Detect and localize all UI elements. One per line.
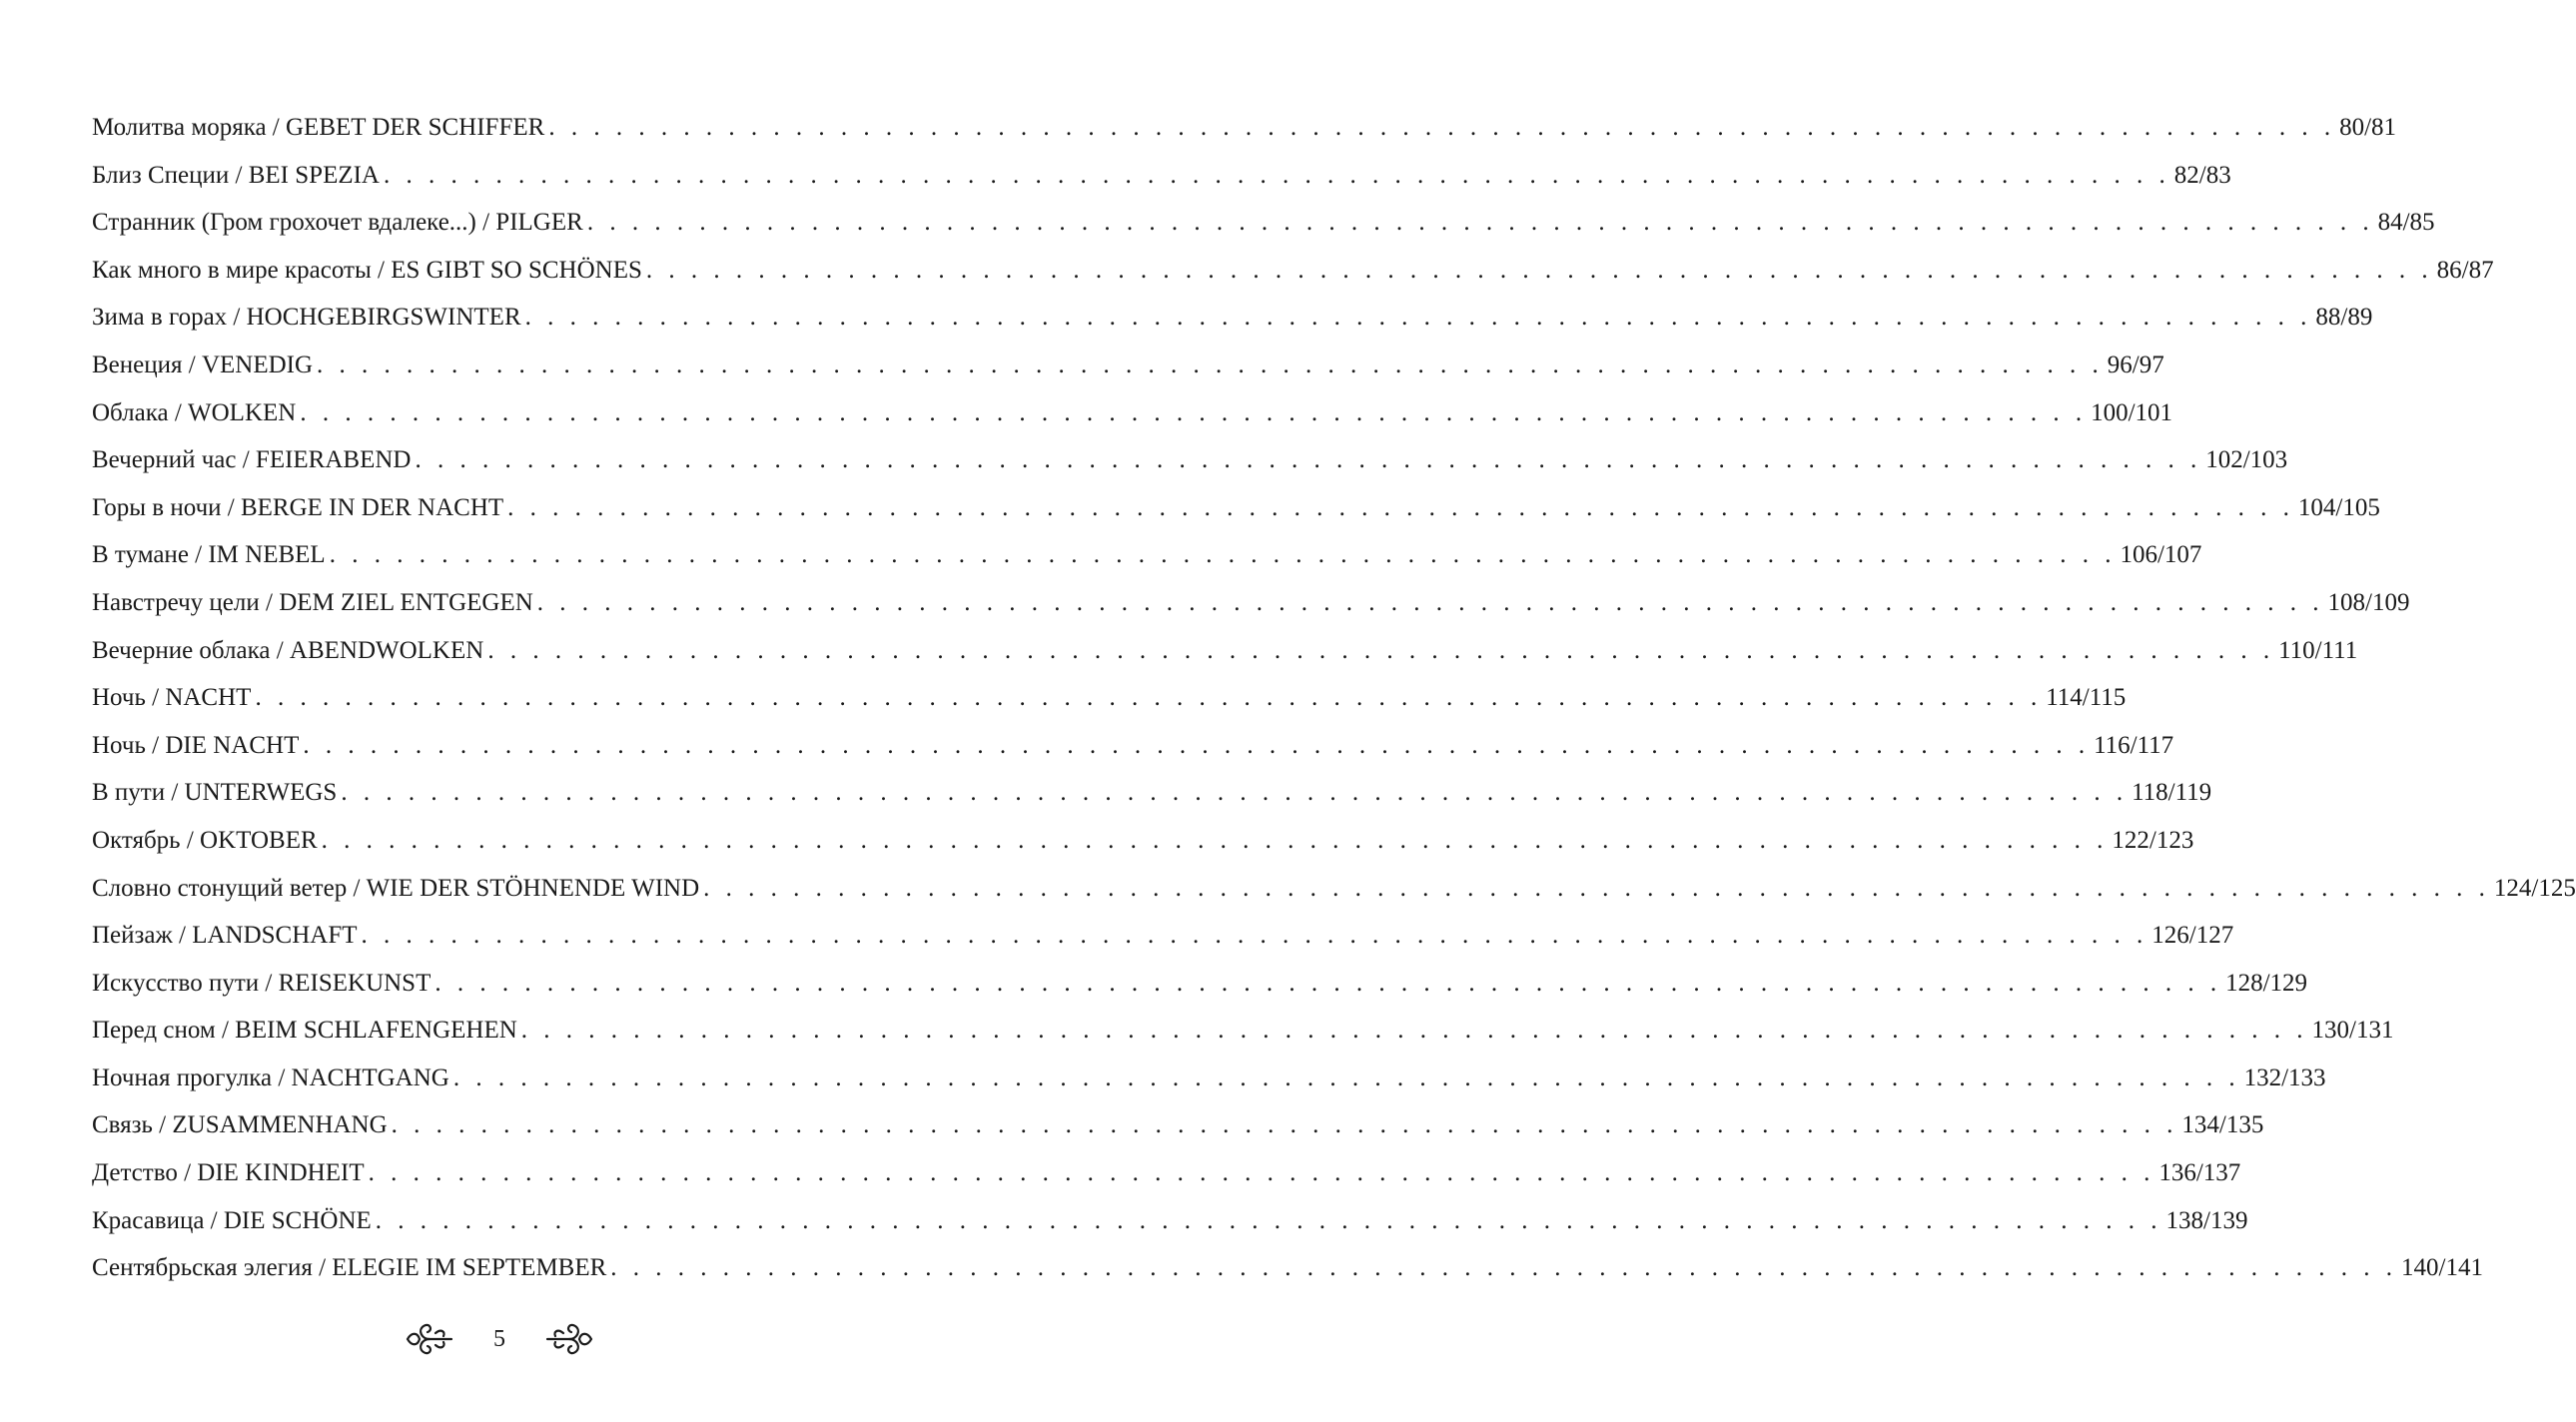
toc-entry (92, 104, 2397, 152)
toc-entry-pages: 104/105 (2297, 493, 2380, 521)
toc-entry (92, 722, 2174, 770)
toc-entry-title: Зима в горах / HOCHGEBIRGSWINTER (92, 304, 521, 332)
toc-entry-pages: 134/135 (2181, 1111, 2264, 1139)
toc-entry (92, 484, 2380, 532)
toc-entry (92, 817, 2194, 865)
dot-leader: . . . . . . . . . . . . . . . . . . . . . . . . . . . . . . . . . . . . . . . . . . . . . . . . . . . . . . . . . . . . . . . . . . . . . . . . . . . . . . . . (329, 541, 2117, 569)
toc-entry-pages: 122/123 (2112, 826, 2194, 854)
toc-entry-title: Молитва моряка / GEBET DER SCHIFFER (92, 114, 545, 141)
toc-entry-pages: 86/87 (2436, 256, 2494, 284)
toc-entry-title: В пути / UNTERWEGS (92, 779, 338, 807)
dot-leader: . . . . . . . . . . . . . . . . . . . . . . . . . . . . . . . . . . . . . . . . . . . . . . . . . . . . . . . . . . . . . . . . . . . . . . . . . . . . . . . . (586, 209, 2374, 237)
toc-entry-pages: 102/103 (2205, 446, 2288, 474)
toc-entry (92, 1101, 2264, 1149)
toc-entry-title: Сентябрьская элегия / ELEGIE IM SEPTEMBER (92, 1254, 607, 1282)
toc-entry (92, 627, 2358, 675)
toc-entry-pages: 96/97 (2107, 351, 2164, 378)
flourish-ornament-icon (400, 1316, 459, 1362)
page-footer (0, 1316, 999, 1362)
toc-entry (92, 1197, 2248, 1245)
toc-entry (92, 769, 2212, 817)
dot-leader: . . . . . . . . . . . . . . . . . . . . . . . . . . . . . . . . . . . . . . . . . . . . . . . . . . . . . . . . . . . . . . . . . . . . . . . . . . . . . . . . (303, 731, 2091, 759)
toc-entry (92, 865, 2576, 913)
flourish-ornament-icon (539, 1316, 599, 1362)
toc-entry-pages: 108/109 (2327, 588, 2410, 616)
toc-entry-title: Красавица / DIE SCHÖNE (92, 1206, 372, 1234)
toc-entry-pages: 82/83 (2173, 161, 2231, 189)
toc-entry-title: Перед сном / BEIM SCHLAFENGEHEN (92, 1017, 517, 1045)
page-number: 5 (493, 1325, 505, 1352)
dot-leader: . . . . . . . . . . . . . . . . . . . . . . . . . . . . . . . . . . . . . . . . . . . . . . . . . . . . . . . . . . . . . . . . . . . . . . . . . . . . . . . . (434, 969, 2222, 997)
toc-entry-title: Близ Специи / BEI SPEZIA (92, 161, 380, 189)
toc-entry-title: Октябрь / OKTOBER (92, 826, 318, 854)
toc-entry-title: Облака / WOLKEN (92, 398, 297, 426)
toc-entry-pages: 114/115 (2046, 684, 2127, 712)
dot-leader: . . . . . . . . . . . . . . . . . . . . . . . . . . . . . . . . . . . . . . . . . . . . . . . . . . . . . . . . . . . . . . . . . . . . . . . . . . . . . . . . (375, 1206, 2162, 1234)
toc-entry (92, 389, 2173, 437)
dot-leader: . . . . . . . . . . . . . . . . . . . . . . . . . . . . . . . . . . . . . . . . . . . . . . . . . . . . . . . . . . . . . . . . . . . . . . . . . . . . . . . . (255, 684, 2043, 712)
toc-entry-title: В тумане / IM NEBEL (92, 541, 326, 569)
toc-entry-pages: 84/85 (2377, 209, 2435, 237)
toc-entry (92, 342, 2164, 389)
table-of-contents (92, 104, 2576, 1292)
dot-leader: . . . . . . . . . . . . . . . . . . . . . . . . . . . . . . . . . . . . . . . . . . . . . . . . . . . . . . . . . . . . . . . . . . . . . . . . . . . . . . . . (610, 1254, 2398, 1282)
toc-entry-pages: 132/133 (2243, 1064, 2326, 1091)
dot-leader: . . . . . . . . . . . . . . . . . . . . . . . . . . . . . . . . . . . . . . . . . . . . . . . . . . . . . . . . . . . . . . . . . . . . . . . . . . . . . . . . (536, 588, 2324, 616)
toc-entry-title: Вечерний час / FEIERABEND (92, 446, 412, 474)
toc-entry-pages: 126/127 (2151, 922, 2234, 950)
toc-entry-pages: 118/119 (2132, 779, 2212, 807)
toc-entry (92, 1055, 2326, 1102)
toc-entry-title: Как много в мире красоты / ES GIBT SO SCHÖNES (92, 256, 642, 284)
dot-leader: . . . . . . . . . . . . . . . . . . . . . . . . . . . . . . . . . . . . . . . . . . . . . . . . . . . . . . . . . . . . . . . . . . . . . . . . . . . . . . . . (361, 922, 2148, 950)
toc-entry-pages: 80/81 (2339, 114, 2397, 141)
dot-leader: . . . . . . . . . . . . . . . . . . . . . . . . . . . . . . . . . . . . . . . . . . . . . . . . . . . . . . . . . . . . . . . . . . . . . . . . . . . . . . . . (645, 256, 2433, 284)
toc-entry-pages: 128/129 (2225, 969, 2308, 997)
toc-entry-pages: 116/117 (2094, 731, 2174, 759)
toc-entry-pages: 110/111 (2278, 636, 2358, 664)
dot-leader: . . . . . . . . . . . . . . . . . . . . . . . . . . . . . . . . . . . . . . . . . . . . . . . . . . . . . . . . . . . . . . . . . . . . . . . . . . . . . . . . (415, 446, 2202, 474)
dot-leader: . . . . . . . . . . . . . . . . . . . . . . . . . . . . . . . . . . . . . . . . . . . . . . . . . . . . . . . . . . . . . . . . . . . . . . . . . . . . . . . . (507, 493, 2294, 521)
dot-leader: . . . . . . . . . . . . . . . . . . . . . . . . . . . . . . . . . . . . . . . . . . . . . . . . . . . . . . . . . . . . . . . . . . . . . . . . . . . . . . . . (524, 304, 2312, 332)
toc-entry-pages: 124/125 (2493, 874, 2576, 902)
toc-entry (92, 1007, 2394, 1055)
dot-leader: . . . . . . . . . . . . . . . . . . . . . . . . . . . . . . . . . . . . . . . . . . . . . . . . . . . . . . . . . . . . . . . . . . . . . . . . . . . . . . . . (384, 161, 2170, 189)
dot-leader: . . . . . . . . . . . . . . . . . . . . . . . . . . . . . . . . . . . . . . . . . . . . . . . . . . . . . . . . . . . . . . . . . . . . . . . . . . . . . . . . (487, 636, 2275, 664)
dot-leader: . . . . . . . . . . . . . . . . . . . . . . . . . . . . . . . . . . . . . . . . . . . . . . . . . . . . . . . . . . . . . . . . . . . . . . . . . . . . . . . . (341, 779, 2129, 807)
toc-entry-title: Горы в ночи / BERGE IN DER NACHT (92, 493, 504, 521)
toc-entry-pages: 106/107 (2120, 541, 2202, 569)
toc-entry-title: Вечерние облака / ABENDWOLKEN (92, 636, 484, 664)
toc-entry-title: Связь / ZUSAMMENHANG (92, 1111, 388, 1139)
toc-entry (92, 1149, 2241, 1197)
dot-leader: . . . . . . . . . . . . . . . . . . . . . . . . . . . . . . . . . . . . . . . . . . . . . . . . . . . . . . . . . . . . . . . . . . . . . . . . . . . . . . . . (548, 114, 2336, 141)
toc-entry (92, 912, 2234, 960)
toc-entry (92, 1244, 2483, 1292)
toc-entry-pages: 100/101 (2091, 398, 2173, 426)
toc-entry (92, 674, 2127, 722)
toc-entry (92, 960, 2308, 1008)
toc-entry (92, 199, 2435, 247)
dot-leader: . . . . . . . . . . . . . . . . . . . . . . . . . . . . . . . . . . . . . . . . . . . . . . . . . . . . . . . . . . . . . . . . . . . . . . . . . . . . . . . . (321, 826, 2109, 854)
toc-entry (92, 579, 2410, 627)
toc-entry-title: Странник (Гром грохочет вдалеке...) / PILGER (92, 209, 583, 237)
dot-leader: . . . . . . . . . . . . . . . . . . . . . . . . . . . . . . . . . . . . . . . . . . . . . . . . . . . . . . . . . . . . . . . . . . . . . . . . . . . . . . . . (317, 351, 2104, 378)
toc-entry-pages: 136/137 (2158, 1159, 2241, 1187)
dot-leader: . . . . . . . . . . . . . . . . . . . . . . . . . . . . . . . . . . . . . . . . . . . . . . . . . . . . . . . . . . . . . . . . . . . . . . . . . . . . . . . . (452, 1064, 2240, 1091)
dot-leader: . . . . . . . . . . . . . . . . . . . . . . . . . . . . . . . . . . . . . . . . . . . . . . . . . . . . . . . . . . . . . . . . . . . . . . . . . . . . . . . . (391, 1111, 2178, 1139)
toc-entry-title: Навстречу цели / DEM ZIEL ENTGEGEN (92, 588, 533, 616)
toc-entry-pages: 138/139 (2165, 1206, 2248, 1234)
toc-entry-title: Венеция / VENEDIG (92, 351, 314, 378)
toc-entry (92, 152, 2231, 200)
dot-leader: . . . . . . . . . . . . . . . . . . . . . . . . . . . . . . . . . . . . . . . . . . . . . . . . . . . . . . . . . . . . . . . . . . . . . . . . . . . . . . . . (520, 1017, 2308, 1045)
toc-entry-title: Ночь / DIE NACHT (92, 731, 300, 759)
toc-entry-title: Детство / DIE KINDHEIT (92, 1159, 365, 1187)
toc-entry-pages: 130/131 (2311, 1017, 2394, 1045)
toc-entry-title: Словно стонущий ветер / WIE DER STÖHNENDE WIND (92, 874, 700, 902)
toc-entry-title: Искусство пути / REISEKUNST (92, 969, 431, 997)
toc-entry (92, 247, 2494, 295)
toc-entry-pages: 140/141 (2401, 1254, 2483, 1282)
toc-entry-title: Ночная прогулка / NACHTGANG (92, 1064, 449, 1091)
dot-leader: . . . . . . . . . . . . . . . . . . . . . . . . . . . . . . . . . . . . . . . . . . . . . . . . . . . . . . . . . . . . . . . . . . . . . . . . . . . . . . . . (703, 874, 2490, 902)
dot-leader: . . . . . . . . . . . . . . . . . . . . . . . . . . . . . . . . . . . . . . . . . . . . . . . . . . . . . . . . . . . . . . . . . . . . . . . . . . . . . . . . (368, 1159, 2155, 1187)
toc-entry (92, 294, 2373, 342)
toc-entry (92, 436, 2288, 484)
toc-entry (92, 531, 2202, 579)
toc-entry-title: Ночь / NACHT (92, 684, 252, 712)
toc-entry-pages: 88/89 (2315, 304, 2373, 332)
dot-leader: . . . . . . . . . . . . . . . . . . . . . . . . . . . . . . . . . . . . . . . . . . . . . . . . . . . . . . . . . . . . . . . . . . . . . . . . . . . . . . . . (300, 398, 2088, 426)
toc-entry-title: Пейзаж / LANDSCHAFT (92, 922, 358, 950)
